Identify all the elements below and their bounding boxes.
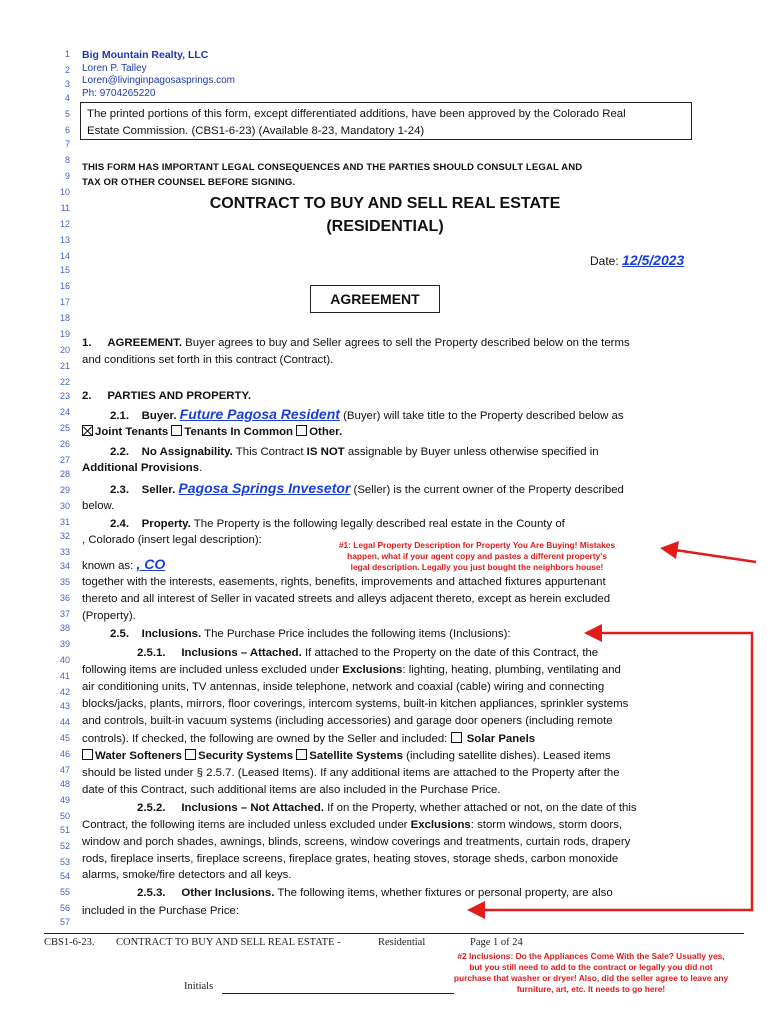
line-number: 19 bbox=[59, 329, 70, 339]
line-number: 13 bbox=[59, 235, 70, 245]
annotation-2-line-3: purchase that washer or dryer! Also, did the seller agree to leave any bbox=[453, 973, 729, 983]
property-line-37: (Property). bbox=[82, 610, 136, 622]
inclusions-line-41-c: : lighting, heating, plumbing, ventilating and bbox=[402, 664, 621, 676]
section-2-5-1-label: Inclusions – Attached. bbox=[181, 647, 302, 659]
section-2-2-number: 2.2. bbox=[110, 446, 129, 458]
inclusions-line-42: air conditioning units, TV antennas, inside telephone, network and coaxial (cable) wiring and connecting bbox=[82, 681, 605, 693]
section-2-2-text-a: This Contract bbox=[232, 446, 307, 458]
inclusions-line-43: blocks/jacks, plants, mirrors, floor coverings, intercom systems, built-in kitchen appliances, sprinkler systems bbox=[82, 698, 629, 710]
line-number: 5 bbox=[64, 109, 70, 119]
line-number: 2 bbox=[64, 65, 70, 75]
other-inclusions-line-56: included in the Purchase Price: bbox=[82, 905, 240, 917]
line-number: 49 bbox=[59, 795, 70, 805]
exclusions-ref: Exclusions bbox=[342, 664, 403, 676]
line-number: 54 bbox=[59, 871, 70, 881]
line-number: 24 bbox=[59, 407, 70, 417]
line-number: 33 bbox=[59, 547, 70, 557]
annotation-1-line-3: legal description. Legally you just bought the neighbors house! bbox=[350, 562, 604, 572]
section-2-1-number: 2.1. bbox=[110, 410, 129, 422]
annotation-2-line-4: furniture, art, etc. It needs to go here! bbox=[516, 984, 666, 994]
county-line: , Colorado (insert legal description): bbox=[82, 534, 262, 546]
section-2-5-2-number: 2.5.2. bbox=[137, 802, 166, 814]
exclusions-ref-2: Exclusions bbox=[410, 819, 471, 831]
section-2-5-3-text: The following items, whether fixtures or personal property, are also bbox=[274, 887, 613, 899]
inclusions-line-45-text: controls). If checked, the following are owned by the Seller and included: bbox=[82, 733, 451, 745]
line-number: 30 bbox=[59, 501, 70, 511]
line-number: 44 bbox=[59, 717, 70, 727]
brokerage-name: Big Mountain Realty, LLC bbox=[82, 49, 209, 61]
line-number: 34 bbox=[59, 561, 70, 571]
section-2-5-3-number: 2.5.3. bbox=[137, 887, 166, 899]
line-number: 48 bbox=[59, 779, 70, 789]
line-number: 28 bbox=[59, 469, 70, 479]
line-number: 37 bbox=[59, 609, 70, 619]
line-number: 50 bbox=[59, 811, 70, 821]
section-2-5-1-number: 2.5.1. bbox=[137, 647, 166, 659]
section-1-text: Buyer agrees to buy and Seller agrees to sell the Property described below on the terms bbox=[182, 337, 630, 349]
line-number: 35 bbox=[59, 577, 70, 587]
section-2-5-1-text: If attached to the Property on the date of this Contract, the bbox=[301, 647, 599, 659]
line-number: 56 bbox=[59, 903, 70, 913]
line-number: 36 bbox=[59, 593, 70, 603]
section-2-2-line-2: Additional Provisions. bbox=[82, 462, 203, 474]
title-options-row: Joint Tenants Tenants In Common Other. bbox=[82, 425, 342, 438]
agreement-heading: AGREEMENT bbox=[310, 285, 440, 313]
line-number: 22 bbox=[59, 377, 70, 387]
line-number: 21 bbox=[59, 361, 70, 371]
line-number: 20 bbox=[59, 345, 70, 355]
not-attached-line-54: alarms, smoke/fire detectors and all keys. bbox=[82, 869, 292, 881]
known-as-label: known as: bbox=[82, 560, 134, 572]
line-number: 45 bbox=[59, 733, 70, 743]
section-2-2-text-b: assignable by Buyer unless otherwise specified in bbox=[344, 446, 599, 458]
footer-form-id: CBS1-6-23. bbox=[44, 937, 95, 948]
section-2-3-number: 2.3. bbox=[110, 484, 129, 496]
footer-rule bbox=[44, 933, 744, 934]
line-number: 17 bbox=[59, 297, 70, 307]
line-number: 18 bbox=[59, 313, 70, 323]
section-2-5-text: The Purchase Price includes the following items (Inclusions): bbox=[201, 628, 511, 640]
solar-panels-label: Solar Panels bbox=[466, 733, 536, 745]
line-number: 8 bbox=[64, 155, 70, 165]
section-1-number: 1. bbox=[82, 337, 92, 349]
line-number: 7 bbox=[64, 139, 70, 149]
line-number: 15 bbox=[59, 265, 70, 275]
date-label: Date: bbox=[590, 254, 619, 268]
line-number: 12 bbox=[59, 219, 70, 229]
satellite-systems-label: Satellite Systems bbox=[309, 750, 403, 762]
footer-form-type: Residential bbox=[378, 937, 426, 948]
date-field[interactable]: 12/5/2023 bbox=[622, 252, 685, 268]
agent-name: Loren P. Talley bbox=[82, 63, 147, 74]
line-number: 43 bbox=[59, 701, 70, 711]
tenants-in-common-label: Tenants In Common bbox=[184, 426, 294, 438]
seller-name-field[interactable]: Pagosa Springs Invesetor bbox=[178, 480, 351, 496]
footer-initials-label: Initials bbox=[184, 981, 214, 992]
arrow-to-legal-description-icon bbox=[660, 541, 756, 562]
inclusions-line-47: should be listed under § 2.5.7. (Leased Items). If any additional items are attached to the Property after the bbox=[82, 767, 620, 779]
joint-tenants-label: Joint Tenants bbox=[95, 426, 169, 438]
line-number: 4 bbox=[64, 93, 70, 103]
section-2-4-number: 2.4. bbox=[110, 518, 129, 530]
section-2-2-is-not: IS NOT bbox=[306, 446, 345, 458]
bracket-arrows-inclusions-icon bbox=[467, 624, 752, 919]
agent-phone: Ph: 9704265220 bbox=[82, 88, 156, 99]
legal-warning-line-1: THIS FORM HAS IMPORTANT LEGAL CONSEQUENCES AND THE PARTIES SHOULD CONSULT LEGAL AND bbox=[82, 162, 583, 173]
section-2-5-2-label: Inclusions – Not Attached. bbox=[181, 802, 324, 814]
section-2-1-label: Buyer. bbox=[141, 410, 177, 422]
contract-title: CONTRACT TO BUY AND SELL REAL ESTATE bbox=[209, 195, 561, 212]
footer-form-title: CONTRACT TO BUY AND SELL REAL ESTATE - bbox=[116, 937, 341, 948]
legal-warning-line-2: TAX OR OTHER COUNSEL BEFORE SIGNING. bbox=[82, 177, 296, 188]
line-number: 25 bbox=[59, 423, 70, 433]
section-2-1-text: (Buyer) will take title to the Property described below as bbox=[339, 410, 624, 422]
section-2-3-text: (Seller) is the current owner of the Property described bbox=[350, 484, 624, 496]
line-number: 53 bbox=[59, 857, 70, 867]
property-line-35: together with the interests, easements, rights, benefits, improvements and attached fixtures appurtenant bbox=[82, 576, 606, 588]
additional-provisions-ref: Additional Provisions bbox=[82, 462, 200, 474]
section-2-5-number: 2.5. bbox=[110, 628, 129, 640]
line-number: 38 bbox=[59, 623, 70, 633]
inclusions-line-46-tail: (including satellite dishes). Leased items bbox=[402, 750, 611, 762]
not-attached-line-53: rods, fireplace inserts, fireplace screens, fireplace grates, heating stoves, storage sheds, carbon monoxide bbox=[82, 853, 619, 865]
section-2-5-label: Inclusions. bbox=[141, 628, 202, 640]
line-number: 41 bbox=[59, 671, 70, 681]
annotation-1-line-1: #1: Legal Property Description for Property You Are Buying! Mistakes bbox=[338, 540, 616, 550]
line-number: 9 bbox=[64, 171, 70, 181]
inclusions-line-48: date of this Contract, such additional items are also included in the Purchase Price. bbox=[82, 784, 501, 796]
contract-subtitle: (RESIDENTIAL) bbox=[326, 218, 444, 235]
inclusions-line-44: and controls, built-in vacuum systems (including accessories) and garage door openers (including remote bbox=[82, 715, 613, 727]
line-number: 27 bbox=[59, 455, 70, 465]
line-number: 23 bbox=[59, 391, 70, 401]
section-2-5-2-text: If on the Property, whether attached or not, on the date of this bbox=[323, 802, 637, 814]
water-softeners-label: Water Softeners bbox=[95, 750, 182, 762]
line-number: 40 bbox=[59, 655, 70, 665]
section-1-line-2: and conditions set forth in this contract (Contract). bbox=[82, 354, 334, 366]
not-attached-line-51-c: : storm windows, storm doors, bbox=[470, 819, 623, 831]
line-number: 46 bbox=[59, 749, 70, 759]
footer-page-number: Page 1 of 24 bbox=[470, 937, 523, 948]
line-number: 55 bbox=[59, 887, 70, 897]
line-number: 10 bbox=[59, 187, 70, 197]
section-2-3-label: Seller. bbox=[141, 484, 176, 496]
section-2-5-3-label: Other Inclusions. bbox=[181, 887, 275, 899]
annotation-2-line-1: #2 Inclusions: Do the Appliances Come With the Sale? Usually yes, bbox=[457, 951, 725, 961]
section-2-heading: 2. PARTIES AND PROPERTY. bbox=[82, 390, 251, 402]
line-number: 52 bbox=[59, 841, 70, 851]
approval-line-2: Estate Commission. (CBS1-6-23) (Available 8-23, Mandatory 1-24) bbox=[87, 125, 425, 137]
annotation-2-line-2: but you still need to add to the contract or legally you did not bbox=[469, 962, 713, 972]
not-attached-line-51-a: Contract, the following items are included unless excluded under bbox=[82, 819, 411, 831]
line-number: 1 bbox=[64, 49, 70, 59]
other-label: Other bbox=[309, 426, 339, 438]
security-systems-label: Security Systems bbox=[198, 750, 294, 762]
line-number: 11 bbox=[60, 203, 70, 213]
section-2-2-label: No Assignability. bbox=[141, 446, 233, 458]
property-line-36: thereto and all interest of Seller in vacated streets and alleys adjacent thereto, except as herein excluded bbox=[82, 593, 611, 605]
annotation-inclusions bbox=[416, 951, 766, 995]
line-number: 32 bbox=[59, 531, 70, 541]
section-2-3-line-2: below. bbox=[82, 500, 115, 512]
section-2-4-label: Property. bbox=[141, 518, 191, 530]
inclusions-line-41-a: following items are included unless excluded under bbox=[82, 664, 343, 676]
annotation-1-line-2: happen, what if your agent copy and pastes a different property's bbox=[347, 551, 607, 561]
line-number: 6 bbox=[64, 125, 70, 135]
section-1-label: AGREEMENT. bbox=[107, 337, 183, 349]
line-number: 47 bbox=[59, 765, 70, 775]
known-as-field[interactable]: , CO bbox=[136, 556, 166, 572]
line-number: 57 bbox=[59, 917, 70, 927]
line-number: 29 bbox=[59, 485, 70, 495]
line-number: 14 bbox=[59, 251, 70, 261]
line-number: 51 bbox=[59, 825, 70, 835]
line-number: 42 bbox=[59, 687, 70, 697]
agent-email: Loren@livinginpagosasprings.com bbox=[82, 75, 236, 86]
section-2-4-text: The Property is the following legally described real estate in the County of bbox=[190, 518, 565, 530]
line-number: 16 bbox=[59, 281, 70, 291]
buyer-name-field[interactable]: Future Pagosa Resident bbox=[179, 406, 340, 422]
line-number: 31 bbox=[59, 517, 70, 527]
line-number: 39 bbox=[59, 639, 70, 649]
line-number: 26 bbox=[59, 439, 70, 449]
not-attached-line-52: window and porch shades, awnings, blinds, screens, window coverings and treatments, curtain rods, drapery bbox=[82, 836, 631, 848]
approval-line-1: The printed portions of this form, except differentiated additions, have been approved by the Colorado Real bbox=[87, 108, 626, 120]
line-number: 3 bbox=[64, 79, 70, 89]
